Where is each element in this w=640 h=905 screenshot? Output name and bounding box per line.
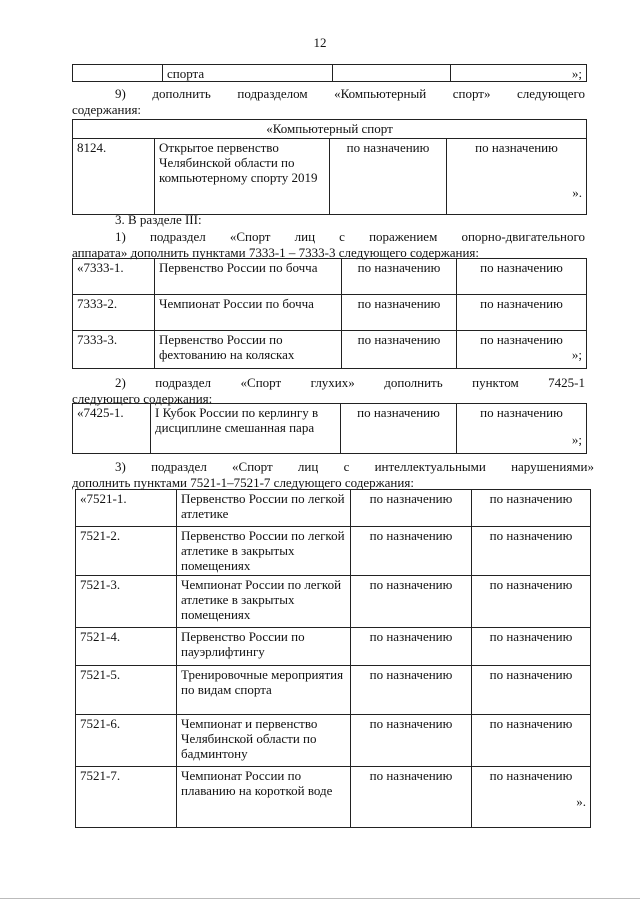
- table-row: [73, 404, 587, 454]
- table-row: [73, 331, 587, 369]
- code-cell: «7333-1.: [73, 259, 155, 295]
- section3-p1-line1: 1) подраздел «Спорт лиц с поражением опорно-двигательного: [115, 229, 585, 244]
- item9-line2: содержания:: [72, 102, 142, 117]
- section3-title: 3. В разделе III:: [115, 212, 202, 227]
- name-cell: Первенство России по фехтованию на колясках: [155, 331, 342, 369]
- value-cell: по назначению: [472, 628, 591, 666]
- table-row: [73, 295, 587, 331]
- table-row: [76, 767, 591, 828]
- value-text: по назначению: [480, 332, 563, 347]
- table-row: [76, 576, 591, 628]
- value-cell: по назначению: [351, 576, 472, 628]
- value-text: по назначению: [480, 405, 563, 420]
- item9-line1: 9) дополнить подразделом «Компьютерный спорт» следующего: [115, 86, 585, 101]
- name-cell: Чемпионат России по бочча: [155, 295, 342, 331]
- table-row: [76, 527, 591, 576]
- oda-table: [72, 258, 587, 369]
- value-cell: по назначению: [457, 295, 587, 331]
- code-cell: [73, 65, 163, 82]
- code-cell: 7333-3.: [73, 331, 155, 369]
- value-cell: по назначению: [342, 331, 457, 369]
- p3-line1: 3) подраздел «Спорт лиц с интеллектуальными нарушениями»: [115, 459, 594, 474]
- value-cell: по назначению: [351, 490, 472, 527]
- name-cell: Первенство России по пауэрлифтингу: [177, 628, 351, 666]
- p3-line2: дополнить пунктами 7521-1–7521-7 следующего содержания:: [72, 475, 414, 490]
- continuation-table: [72, 64, 587, 82]
- value-cell: [447, 139, 587, 215]
- table-row: [73, 65, 587, 82]
- name-cell: Чемпионат России по легкой атлетике в закрытых помещениях: [177, 576, 351, 628]
- code-cell: 7521-7.: [76, 767, 177, 828]
- value-cell: по назначению: [351, 767, 472, 828]
- intellectual-table: [75, 489, 591, 828]
- code-cell: 7521-3.: [76, 576, 177, 628]
- code-cell: 7333-2.: [73, 295, 155, 331]
- name-cell: Чемпионат и первенство Челябинской области по бадминтону: [177, 715, 351, 767]
- value-cell: по назначению: [341, 404, 457, 454]
- value-cell: [457, 404, 587, 454]
- closing-quote: »;: [571, 66, 582, 81]
- value-cell: по назначению: [472, 666, 591, 715]
- name-cell: Тренировочные мероприятия по видам спорта: [177, 666, 351, 715]
- name-cell: Первенство России по бочча: [155, 259, 342, 295]
- value-cell: по назначению: [472, 576, 591, 628]
- value-text: по назначению: [489, 768, 573, 783]
- table-row: [76, 666, 591, 715]
- table-row: [76, 490, 591, 527]
- name-cell: Чемпионат России по плаванию на короткой воде: [177, 767, 351, 828]
- p2-line2: следующего содержания:: [72, 391, 213, 406]
- code-cell: 8124.: [73, 139, 155, 215]
- table-row: [73, 259, 587, 295]
- value-cell: по назначению: [472, 715, 591, 767]
- computer-sport-table: [72, 119, 587, 215]
- code-cell: 7521-6.: [76, 715, 177, 767]
- closing-quote: »;: [571, 432, 582, 447]
- page-number: 12: [313, 35, 327, 50]
- value-cell: по назначению: [351, 715, 472, 767]
- code-cell: 7521-4.: [76, 628, 177, 666]
- closing-quote: »;: [571, 347, 582, 362]
- value-cell: по назначению: [351, 628, 472, 666]
- value-cell: по назначению: [351, 527, 472, 576]
- table-row: [76, 715, 591, 767]
- code-cell: «7521-1.: [76, 490, 177, 527]
- code-cell: «7425-1.: [73, 404, 151, 454]
- name-cell: Открытое первенство Челябинской области по компьютерному спорту 2019: [155, 139, 330, 215]
- value-cell: по назначению: [342, 295, 457, 331]
- code-cell: 7521-2.: [76, 527, 177, 576]
- name-cell: I Кубок России по керлингу в дисциплине смешанная пара: [151, 404, 341, 454]
- value-cell: [451, 65, 587, 82]
- table-row: [73, 139, 587, 215]
- p2-line1: 2) подраздел «Спорт глухих» дополнить пунктом 7425-1: [115, 375, 585, 390]
- value-cell: [333, 65, 451, 82]
- closing-quote: ».: [572, 185, 583, 200]
- value-text: по назначению: [475, 140, 558, 155]
- value-cell: по назначению: [342, 259, 457, 295]
- table-row: [76, 628, 591, 666]
- value-cell: по назначению: [330, 139, 447, 215]
- value-cell: по назначению: [472, 527, 591, 576]
- deaf-table: [72, 403, 587, 454]
- value-cell: по назначению: [351, 666, 472, 715]
- subsection-heading: «Компьютерный спорт: [73, 120, 587, 139]
- scan-edge-line: [0, 898, 640, 899]
- closing-quote: ».: [576, 794, 586, 809]
- code-cell: 7521-5.: [76, 666, 177, 715]
- name-cell: Первенство России по легкой атлетике в закрытых помещениях: [177, 527, 351, 576]
- value-cell: [472, 767, 591, 828]
- section3-p1-line2: аппарата» дополнить пунктами 7333-1 – 7333-3 следующего содержания:: [72, 245, 480, 260]
- value-cell: по назначению: [457, 259, 587, 295]
- name-cell: спорта: [163, 65, 333, 82]
- value-cell: по назначению: [472, 490, 591, 527]
- table-header-row: [73, 120, 587, 139]
- value-cell: [457, 331, 587, 369]
- name-cell: Первенство России по легкой атлетике: [177, 490, 351, 527]
